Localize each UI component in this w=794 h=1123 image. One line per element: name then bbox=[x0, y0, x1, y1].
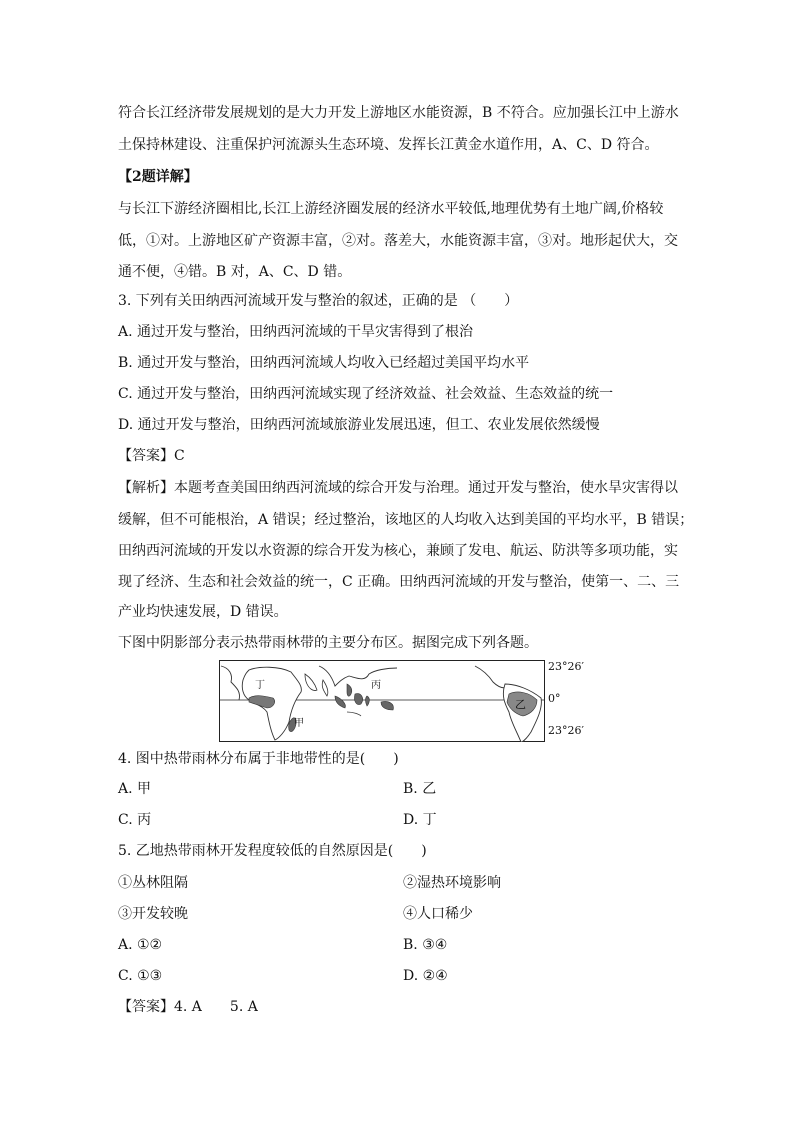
q3-stem: 3. 下列有关田纳西河流域开发与整治的叙述，正确的是 （ ） bbox=[118, 293, 519, 309]
q3-analysis-line-1: 【解析】本题考查美国田纳西河流域的综合开发与治理。通过开发与整治，使水旱灾害得以 bbox=[118, 480, 678, 496]
q5-option-d: D. ②④ bbox=[403, 968, 448, 984]
q5-item-4: ④人口稀少 bbox=[403, 906, 473, 922]
lat-equator-label: 0° bbox=[548, 692, 561, 705]
q5-item-3: ③开发较晚 bbox=[118, 906, 188, 922]
rainforest-map bbox=[219, 660, 545, 742]
q5-item-1: ①丛林阻隔 bbox=[118, 875, 188, 891]
q3-option-c: C. 通过开发与整治，田纳西河流域实现了经济效益、社会效益、生态效益的统一 bbox=[118, 386, 614, 402]
map-intro: 下图中阴影部分表示热带雨林带的主要分布区。据图完成下列各题。 bbox=[118, 635, 538, 651]
q5-stem: 5. 乙地热带雨林开发程度较低的自然原因是( ) bbox=[118, 843, 427, 859]
label-jia: 甲 bbox=[294, 718, 304, 729]
label-bing: 丙 bbox=[371, 680, 381, 691]
q4-option-d: D. 丁 bbox=[403, 812, 437, 828]
q3-option-d: D. 通过开发与整治，田纳西河流域旅游业发展迅速，但工、农业发展依然缓慢 bbox=[118, 417, 600, 433]
q3-analysis-line-2: 缓解，但不可能根治，A 错误；经过整治，该地区的人均收入达到美国的平均水平，B 错误； bbox=[118, 512, 694, 528]
para-intro-line-1: 符合长江经济带发展规划的是大力开发上游地区水能资源，B 不符合。应加强长江中上游水 bbox=[118, 105, 679, 121]
q3-option-a: A. 通过开发与整治，田纳西河流域的干旱灾害得到了根治 bbox=[118, 324, 474, 340]
q4-option-b: B. 乙 bbox=[403, 781, 437, 797]
answer-4-5: 【答案】4. A 5. A bbox=[118, 999, 258, 1015]
q3-answer: 【答案】C bbox=[118, 448, 185, 464]
label-yi: 乙 bbox=[515, 698, 526, 711]
label-ding: 丁 bbox=[255, 680, 265, 691]
lat-top-label: 23°26′ bbox=[548, 660, 584, 673]
q4-option-c: C. 丙 bbox=[118, 812, 152, 828]
lat-bottom-label: 23°26′ bbox=[548, 724, 584, 737]
q3-analysis-line-4: 现了经济、生态和社会效益的统一，C 正确。田纳西河流域的开发与整治，使第一、二、三 bbox=[118, 574, 680, 590]
q5-item-2: ②湿热环境影响 bbox=[403, 875, 501, 891]
q2-detail-line-2: 低，①对。上游地区矿产资源丰富，②对。落差大，水能资源丰富，③对。地形起伏大，交 bbox=[118, 233, 678, 249]
q2-detail-heading: 【2题详解】 bbox=[118, 169, 198, 185]
q3-analysis-line-5: 产业均快速发展，D 错误。 bbox=[118, 604, 288, 620]
q5-option-b: B. ③④ bbox=[403, 937, 448, 953]
q2-detail-line-3: 通不便，④错。B 对，A、C、D 错。 bbox=[118, 264, 352, 280]
para-intro-line-2: 土保持林建设、注重保护河流源头生态环境、发挥长江黄金水道作用，A、C、D 符合。 bbox=[118, 137, 659, 153]
q3-analysis-line-3: 田纳西河流域的开发以水资源的综合开发为核心，兼顾了发电、航运、防洪等多项功能，实 bbox=[118, 543, 678, 559]
q4-option-a: A. 甲 bbox=[118, 781, 152, 797]
q2-detail-line-1: 与长江下游经济圈相比,长江上游经济圈发展的经济水平较低,地理优势有土地广阔,价格较 bbox=[118, 201, 664, 217]
q5-option-c: C. ①③ bbox=[118, 968, 163, 984]
q3-option-b: B. 通过开发与整治，田纳西河流域人均收入已经超过美国平均水平 bbox=[118, 355, 530, 371]
borneo-rainforest bbox=[354, 694, 362, 705]
q5-option-a: A. ①② bbox=[118, 937, 163, 953]
q4-stem: 4. 图中热带雨林分布属于非地带性的是( ) bbox=[118, 751, 399, 767]
